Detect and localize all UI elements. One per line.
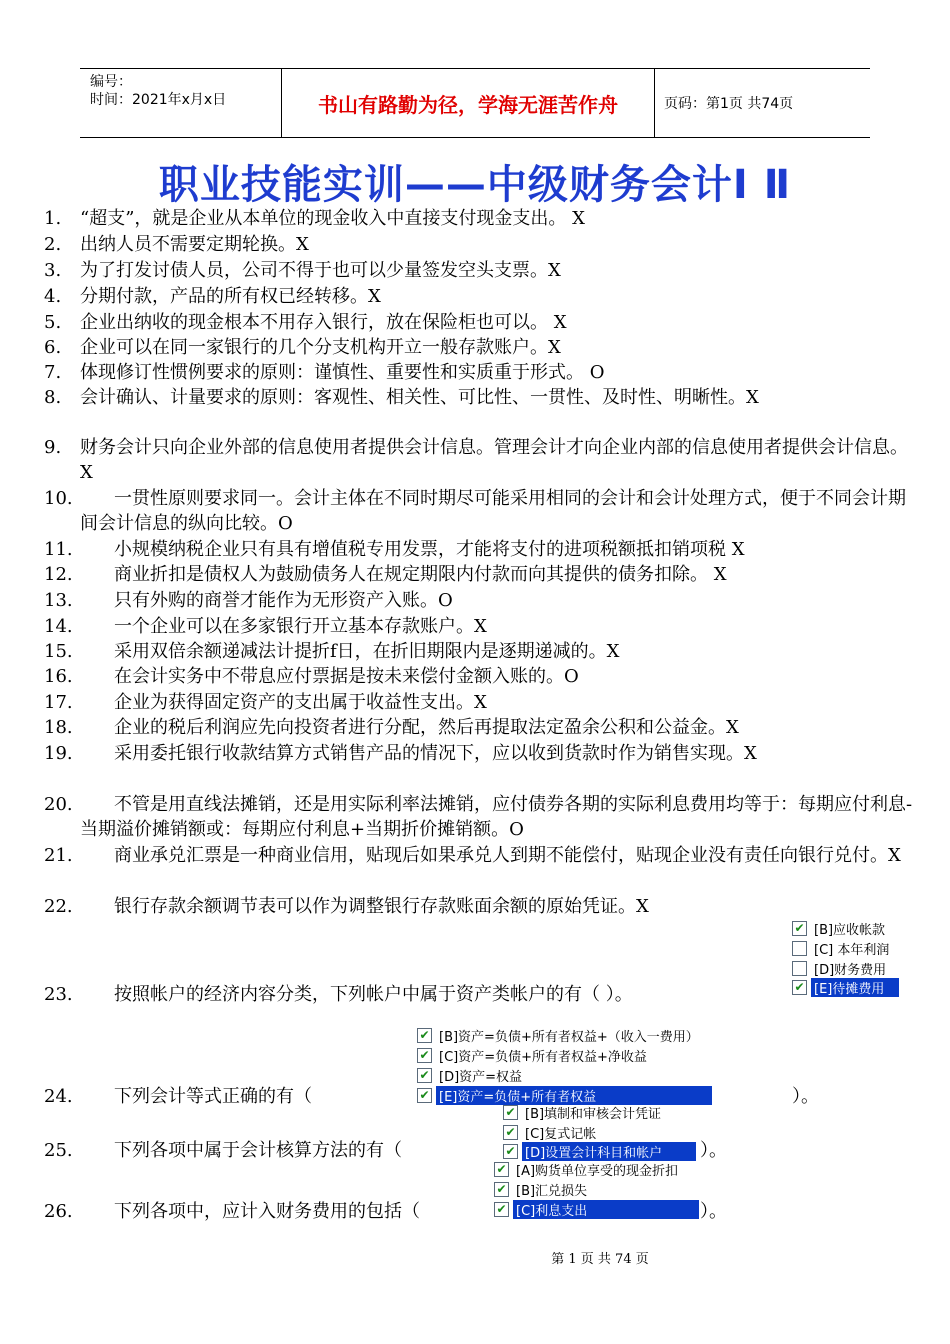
item-number: 19. (44, 743, 73, 764)
item-text: 分期付款，产品的所有权已经转移。X (80, 286, 381, 307)
checkbox-checked-icon[interactable]: ✔ (792, 980, 807, 995)
item-text-wrap (80, 894, 914, 919)
header-page-info: 页码：第1页 共74页 (664, 96, 794, 112)
item-text: 不管是用直线法摊销，还是用实际利率法摊销，应付债券各期的实际利息费用均等于：每期应付利息-当期溢价摊销额或：每期应付利息+当期折价摊销额。O (80, 794, 913, 840)
checkbox-checked-icon[interactable]: ✔ (503, 1105, 518, 1120)
option-label: [C] 本年利润 (814, 942, 890, 958)
q24-option-d[interactable] (417, 1065, 525, 1085)
item-text: 商业折扣是债权人为鼓励债务人在规定期限内付款而向其提供的债务扣除。 X (114, 564, 727, 585)
item-number: 9. (44, 437, 62, 458)
item-text-wrap (80, 690, 914, 715)
q26-option-b[interactable] (494, 1179, 590, 1199)
item-number: 22. (44, 896, 73, 917)
item-number: 26. (44, 1201, 73, 1222)
item-number: 15. (44, 641, 73, 662)
page-footer (0, 1248, 950, 1267)
item-text: 在会计实务中不带息应付票据是按未来偿付金额入账的。O (114, 666, 579, 687)
option-label: [B]应收帐款 (814, 922, 886, 938)
item-text: 企业的税后利润应先向投资者进行分配，然后再提取法定盈余公积和公益金。X (114, 717, 739, 738)
checkbox-checked-icon[interactable]: ✔ (417, 1028, 432, 1043)
option-label: [D]财务费用 (814, 962, 887, 978)
checkbox-checked-icon[interactable]: ✔ (417, 1088, 432, 1103)
page-header (80, 68, 870, 138)
q23-option-c[interactable] (792, 938, 892, 958)
item-text-wrap (80, 715, 914, 740)
item-text-wrap (80, 486, 914, 536)
item-number: 10. (44, 488, 73, 509)
q23-option-e[interactable] (792, 977, 899, 997)
q24-option-c[interactable] (417, 1045, 650, 1065)
item-text: 企业为获得固定资产的支出属于收益性支出。X (114, 692, 487, 713)
item-text-wrap (80, 843, 914, 868)
item-text: 一个企业可以在多家银行开立基本存款账户。X (114, 616, 487, 637)
item-number: 13. (44, 590, 73, 611)
item-number: 8. (44, 387, 62, 408)
option-label: [C]利息支出 (513, 1200, 699, 1219)
item-text-wrap (80, 537, 914, 562)
item-text: 按照帐户的经济内容分类，下列帐户中属于资产类帐户的有（ ）。 (114, 984, 633, 1005)
item-number: 18. (44, 717, 73, 738)
item-text: 企业可以在同一家银行的几个分支机构开立一般存款账户。X (80, 337, 561, 358)
option-label: [C]资产=负债+所有者权益+净收益 (439, 1049, 647, 1065)
item-tail: ）。 (792, 1086, 819, 1107)
item-tail: ）。 (700, 1140, 727, 1161)
option-label: [D]设置会计科目和帐户 (522, 1142, 696, 1161)
item-text: 出纳人员不需要定期轮换。X (80, 234, 309, 255)
item-text: 下列各项中，应计入财务费用的包括（ (114, 1201, 420, 1222)
item-text: 采用委托银行收款结算方式销售产品的情况下，应以收到货款时作为销售实现。X (114, 743, 757, 764)
item-number: 11. (44, 539, 73, 560)
item-text: “超支”，就是企业从本单位的现金收入中直接支付现金支出。 X (80, 208, 585, 229)
checkbox-checked-icon[interactable]: ✔ (494, 1182, 509, 1197)
q26-option-a[interactable] (494, 1159, 681, 1179)
item-text: 银行存款余额调节表可以作为调整银行存款账面余额的原始凭证。X (114, 896, 649, 917)
item-text-wrap (80, 664, 914, 689)
header-meta (80, 69, 282, 137)
item-text: 体现修订性惯例要求的原则：谨慎性、重要性和实质重于形式。 O (80, 362, 605, 383)
item-number: 20. (44, 794, 73, 815)
item-number: 5. (44, 312, 62, 333)
checkbox-empty-icon[interactable] (792, 941, 807, 956)
option-label: [C]复式记帐 (525, 1126, 597, 1142)
checkbox-checked-icon[interactable]: ✔ (503, 1125, 518, 1140)
item-number: 23. (44, 984, 73, 1005)
item-text-wrap (80, 1199, 914, 1224)
q24-option-b[interactable] (417, 1025, 702, 1045)
item-text: 只有外购的商誉才能作为无形资产入账。O (114, 590, 453, 611)
item-number: 12. (44, 564, 73, 585)
checkbox-checked-icon[interactable]: ✔ (494, 1162, 509, 1177)
checkbox-checked-icon[interactable]: ✔ (503, 1144, 518, 1159)
checkbox-checked-icon[interactable]: ✔ (494, 1202, 509, 1217)
item-text: 一贯性原则要求同一。会计主体在不同时期尽可能采用相同的会计和会计处理方式，便于不同会计期间会计信息的纵向比较。O (80, 488, 906, 534)
item-text-wrap (80, 741, 914, 766)
checkbox-empty-icon[interactable] (792, 961, 807, 976)
q23-option-b[interactable] (792, 918, 888, 938)
item-text: 会计确认、计量要求的原则：客观性、相关性、可比性、一贯性、及时性、明晰性。X (80, 387, 759, 408)
item-text-wrap (80, 982, 794, 1007)
item-number: 1. (44, 208, 62, 229)
checkbox-checked-icon[interactable]: ✔ (792, 921, 807, 936)
item-number: 21. (44, 845, 73, 866)
option-label: [D]资产=权益 (439, 1069, 523, 1085)
checkbox-checked-icon[interactable]: ✔ (417, 1068, 432, 1083)
item-text: 企业出纳收的现金根本不用存入银行，放在保险柜也可以。 X (80, 312, 567, 333)
option-label: [E]资产=负债+所有者权益 (436, 1086, 712, 1105)
item-number: 6. (44, 337, 62, 358)
item-text: 采用双倍余额递减法计提折f日，在折旧期限内是逐期递减的。X (114, 641, 620, 662)
q23-option-d[interactable] (792, 958, 889, 978)
item-text-wrap (80, 588, 914, 613)
item-number: 24. (44, 1086, 73, 1107)
checkbox-checked-icon[interactable]: ✔ (417, 1048, 432, 1063)
option-label: [B]资产=负债+所有者权益+（收入一费用） (439, 1029, 699, 1045)
item-text: 财务会计只向企业外部的信息使用者提供会计信息。管理会计才向企业内部的信息使用者提供会计信息。X (80, 437, 908, 483)
item-text: 小规模纳税企业只有具有增值税专用发票，才能将支付的进项税额抵扣销项税 X (114, 539, 745, 560)
item-number: 14. (44, 616, 73, 637)
page-title: 职业技能实训——中级财务会计Ⅰ Ⅱ (158, 162, 792, 208)
item-number: 25. (44, 1140, 73, 1161)
item-text-wrap (80, 1084, 914, 1109)
header-motto: 书山有路勤为径，学海无涯苦作舟 (282, 69, 655, 137)
item-text: 商业承兑汇票是一种商业信用，贴现后如果承兑人到期不能偿付，贴现企业没有责任向银行兑付。X (114, 845, 901, 866)
option-label: [B]填制和审核会计凭证 (525, 1106, 662, 1122)
item-number: 2. (44, 234, 62, 255)
item-text: 下列各项中属于会计核算方法的有（ (114, 1140, 402, 1161)
item-number: 3. (44, 260, 62, 281)
item-number: 7. (44, 362, 62, 383)
header-time-label: 时间：2021年x月x日 (90, 92, 227, 108)
item-text-wrap (80, 562, 914, 587)
item-text-wrap (80, 639, 914, 664)
item-number: 17. (44, 692, 73, 713)
footer-page-number: 第 1 页 共 74 页 (551, 1252, 649, 1267)
item-tail: ）。 (700, 1201, 727, 1222)
header-number-label: 编号： (90, 74, 132, 90)
item-text-wrap (80, 792, 914, 842)
option-label: [B]汇兑损失 (516, 1183, 588, 1199)
item-text: 下列会计等式正确的有（ (114, 1086, 312, 1107)
item-text: 为了打发讨债人员，公司不得于也可以少量签发空头支票。X (80, 260, 561, 281)
q25-option-b[interactable] (503, 1102, 664, 1122)
option-label: [E]待摊费用 (811, 978, 899, 997)
option-label: [A]购货单位享受的现金折扣 (516, 1163, 679, 1179)
item-number: 16. (44, 666, 73, 687)
item-number: 4. (44, 286, 62, 307)
item-text-wrap (80, 614, 914, 639)
